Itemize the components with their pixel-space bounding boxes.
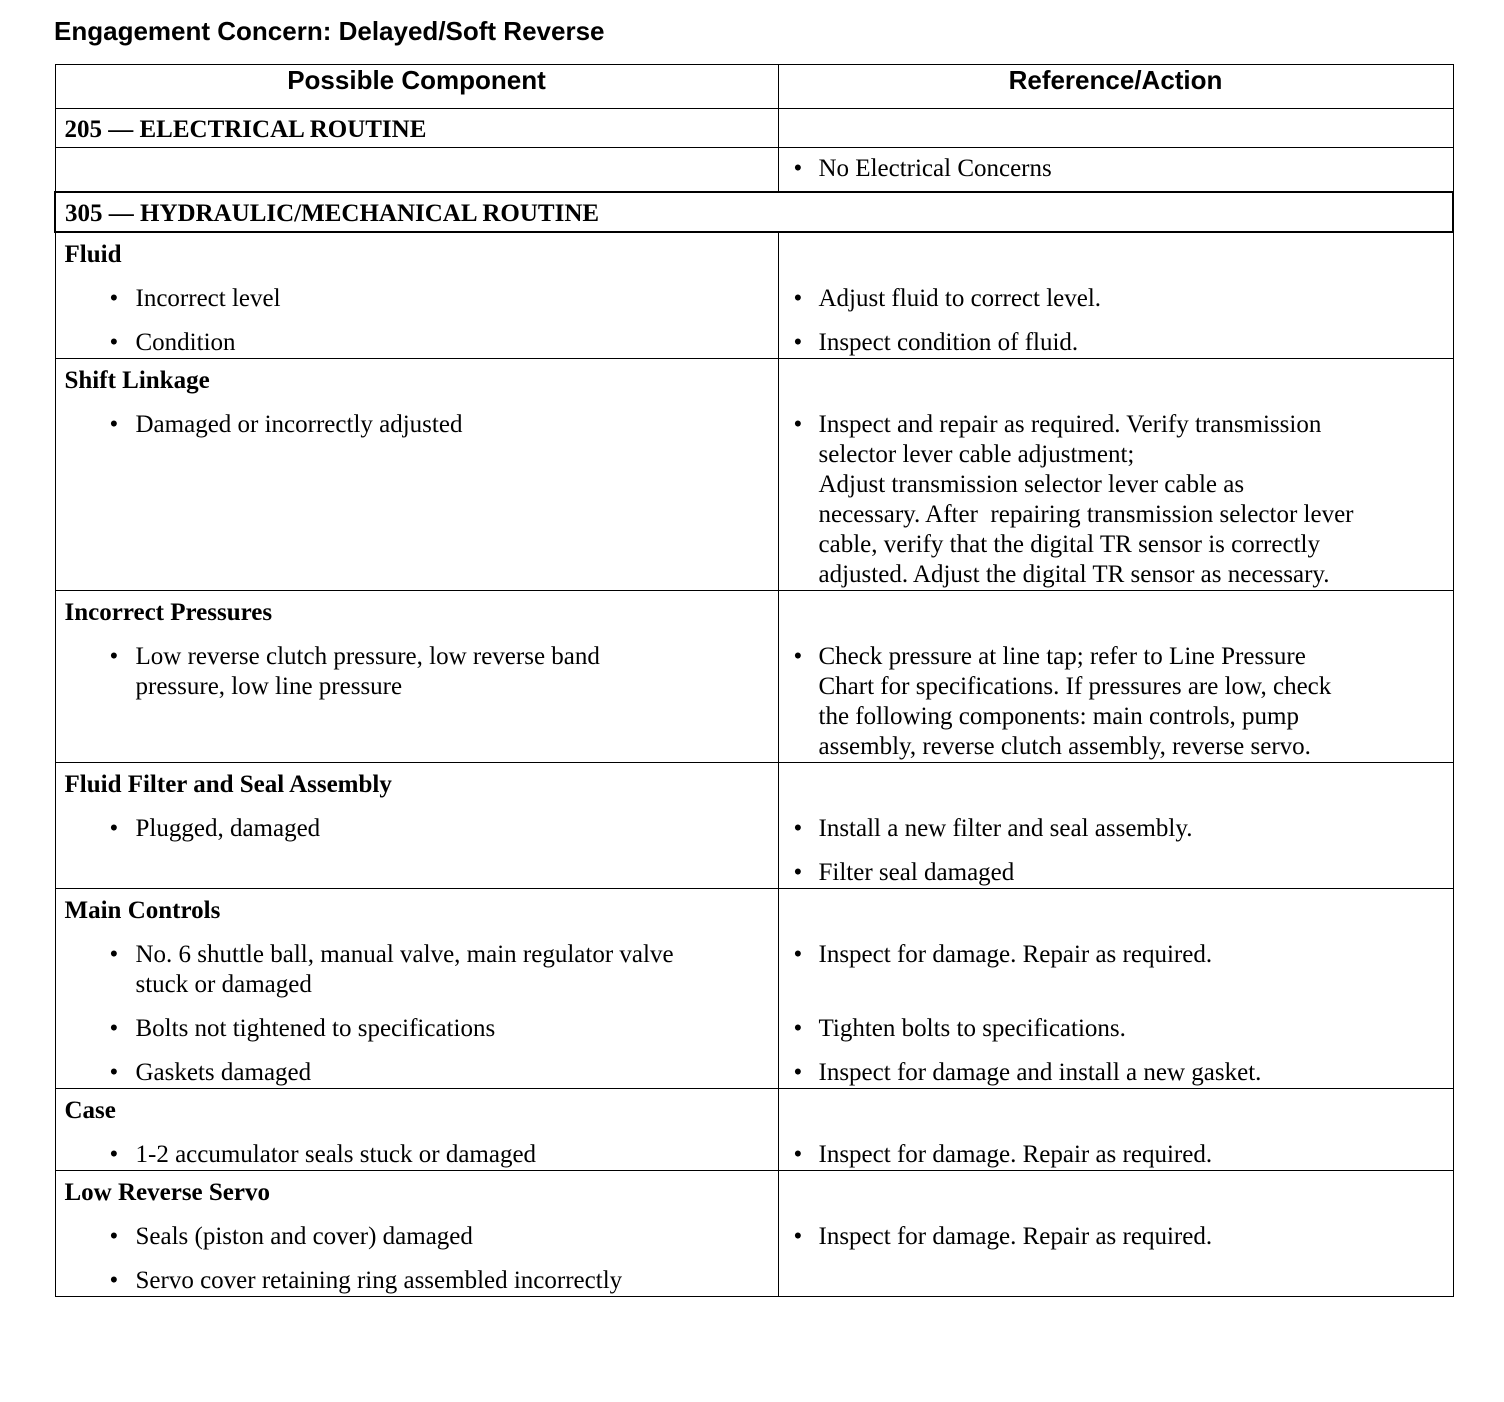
bullet-icon: • (793, 815, 803, 842)
list-item (779, 1222, 1453, 1252)
component-line: stuck or damaged (135, 971, 312, 998)
list-item (779, 940, 1453, 1000)
bullet-icon: • (109, 285, 119, 312)
bullet-icon: • (793, 1223, 803, 1250)
list-item (779, 642, 1453, 762)
component-text: Servo cover retaining ring assembled incorrectly (135, 1267, 623, 1294)
hydraulic-routine-label: 305 — HYDRAULIC/MECHANICAL ROUTINE (65, 200, 600, 227)
category-case: Case (64, 1097, 116, 1124)
category-low-reverse-servo: Low Reverse Servo (64, 1179, 270, 1206)
category-main-controls: Main Controls (64, 897, 221, 924)
category-shift-linkage: Shift Linkage (64, 367, 210, 394)
component-text: Gaskets damaged (135, 1059, 312, 1086)
header-row (55, 65, 1453, 109)
page-title: Engagement Concern: Delayed/Soft Reverse (54, 16, 605, 46)
bullet-icon: • (109, 1267, 119, 1294)
action-line: Inspect and repair as required. Verify transmission (818, 411, 1322, 438)
header-reference-action: Reference/Action (778, 65, 1453, 109)
component-text: Plugged, damaged (135, 815, 321, 842)
list-item (56, 1014, 778, 1044)
table-row (55, 889, 1453, 1089)
bullet-icon: • (109, 1141, 119, 1168)
bullet-icon: • (793, 411, 803, 438)
action-line: Chart for specifications. If pressures are low, check (818, 673, 1332, 700)
bullet-icon: • (793, 859, 803, 886)
component-text: 1-2 accumulator seals stuck or damaged (135, 1141, 537, 1168)
list-item (779, 1014, 1453, 1044)
action-text: Inspect for damage. Repair as required. (818, 1223, 1213, 1250)
component-line: Low reverse clutch pressure, low reverse band (135, 643, 600, 670)
action-text: Inspect for damage. Repair as required. (818, 1141, 1213, 1168)
bullet-icon: • (793, 1141, 803, 1168)
action-text: Filter seal damaged (818, 859, 1015, 886)
bullet-icon: • (109, 941, 119, 968)
component-text: Incorrect level (135, 285, 281, 312)
table-row (55, 1089, 1453, 1171)
hydraulic-routine-row (55, 192, 1453, 232)
component-text: Seals (piston and cover) damaged (135, 1223, 473, 1250)
category-incorrect-pressures: Incorrect Pressures (64, 599, 273, 626)
action-line: selector lever cable adjustment; (818, 441, 1135, 468)
diagnosis-table (54, 64, 1454, 1297)
bullet-icon: • (793, 1059, 803, 1086)
action-text: No Electrical Concerns (818, 155, 1052, 182)
list-item (56, 1266, 778, 1296)
list-item (779, 814, 1453, 844)
bullet-icon: • (109, 1059, 119, 1086)
action-line: Adjust transmission selector lever cable as (818, 471, 1245, 498)
action-line: assembly, reverse clutch assembly, reverse servo. (818, 733, 1311, 760)
header-possible-component: Possible Component (55, 65, 778, 109)
bullet-icon: • (793, 643, 803, 670)
table-row (55, 591, 1453, 763)
action-line: Check pressure at line tap; refer to Line Pressure (818, 643, 1306, 670)
component-text: Condition (135, 329, 236, 356)
component-text: Bolts not tightened to specifications (135, 1015, 496, 1042)
list-item (779, 410, 1453, 590)
bullet-icon: • (109, 815, 119, 842)
bullet-icon: • (109, 643, 119, 670)
bullet-icon: • (793, 1015, 803, 1042)
list-item (56, 940, 778, 1000)
bullet-icon: • (793, 329, 803, 356)
table-row (55, 763, 1453, 889)
list-item (779, 284, 1453, 314)
action-text: Install a new filter and seal assembly. (818, 815, 1193, 842)
bullet-icon: • (793, 285, 803, 312)
list-item (56, 1058, 778, 1088)
electrical-action-row (55, 148, 1453, 193)
bullet-icon: • (109, 1015, 119, 1042)
category-fluid-filter: Fluid Filter and Seal Assembly (64, 771, 392, 798)
bullet-icon: • (109, 329, 119, 356)
action-text: Adjust fluid to correct level. (818, 285, 1102, 312)
component-text: Damaged or incorrectly adjusted (135, 411, 463, 438)
table-row (55, 359, 1453, 591)
component-line: pressure, low line pressure (135, 673, 403, 700)
list-item (56, 328, 778, 358)
table-row (55, 232, 1453, 359)
component-line: No. 6 shuttle ball, manual valve, main regulator valve (135, 941, 674, 968)
action-text: Inspect condition of fluid. (818, 329, 1079, 356)
table-row (55, 1171, 1453, 1297)
action-text: Inspect for damage and install a new gasket. (818, 1059, 1262, 1086)
list-item (56, 1140, 778, 1170)
list-item (56, 642, 778, 702)
action-text: Inspect for damage. Repair as required. (818, 941, 1213, 968)
action-line: necessary. After repairing transmission selector lever (818, 501, 1354, 528)
electrical-routine-row (55, 109, 1453, 148)
action-line: the following components: main controls, pump (818, 703, 1299, 730)
list-item (56, 410, 778, 440)
bullet-icon: • (793, 941, 803, 968)
category-fluid: Fluid (64, 241, 122, 268)
action-line: adjusted. Adjust the digital TR sensor as necessary. (818, 561, 1330, 588)
bullet-icon: • (109, 411, 119, 438)
action-text: Tighten bolts to specifications. (818, 1015, 1126, 1042)
list-item (56, 1222, 778, 1252)
list-item (779, 328, 1453, 358)
list-item (779, 154, 1453, 184)
electrical-routine-label: 205 — ELECTRICAL ROUTINE (64, 116, 427, 143)
list-item (779, 1140, 1453, 1170)
list-item (779, 858, 1453, 888)
action-line: cable, verify that the digital TR sensor is correctly (818, 531, 1320, 558)
bullet-icon: • (793, 155, 803, 182)
list-item (56, 284, 778, 314)
list-item (779, 1058, 1453, 1088)
bullet-icon: • (109, 1223, 119, 1250)
list-item (56, 814, 778, 844)
